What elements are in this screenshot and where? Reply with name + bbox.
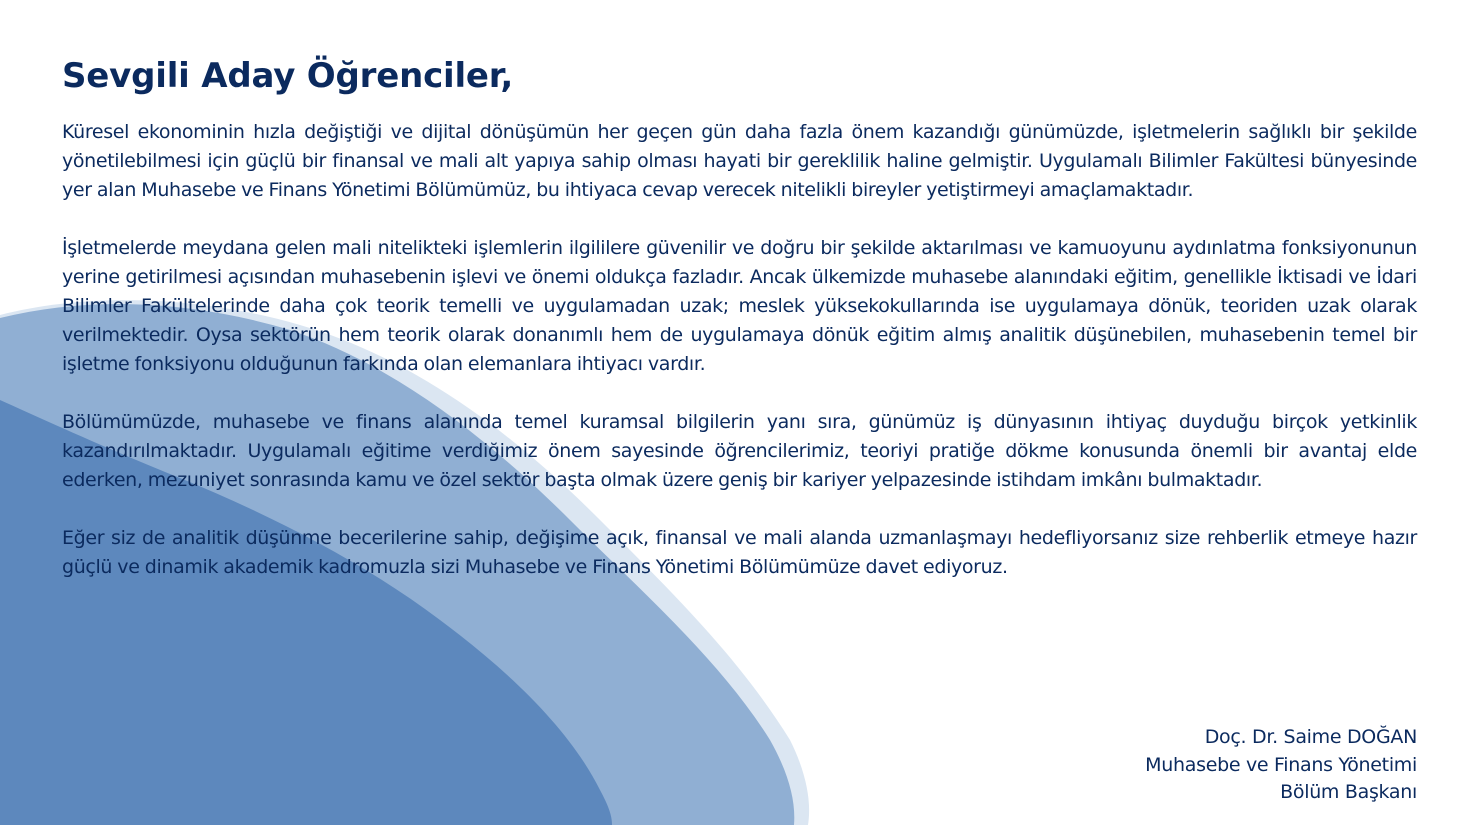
signature-block (1145, 724, 1417, 807)
paragraph-invitation: Eğer siz de analitik düşünme becerilerine sahip, değişime açık, finansal ve mali alanda uzmanlaşmayı hedefliyorsanız size rehberlik etmeye hazır güçlü ve dinamik akademik kadromuzla sizi Muhasebe ve Finans Yönetimi Bölümümüze davet ediyoruz. (62, 527, 1417, 578)
paragraph-department: Bölümümüzde, muhasebe ve finans alanında temel kuramsal bilgilerin yanı sıra, günümüz iş dünyasının ihtiyaç duyduğu birçok yetkinlik kazandırılmaktadır. Uygulamalı eğitime verdiğimiz önem sayesinde öğrencilerimiz, teoriyi pratiğe dökme konusunda önemli bir avantaj elde ederken, mezuniyet sonrasında kamu ve özel sektör başta olmak üzere geniş bir kariyer yelpazesinde istihdam imkânı bulmaktadır. (62, 411, 1417, 491)
greeting-heading: Sevgili Aday Öğrenciler, (62, 56, 514, 96)
paragraph-intro: Küresel ekonominin hızla değiştiği ve dijital dönüşümün her geçen gün daha fazla önem kazandığı günümüzde, işletmelerin sağlıklı bir şekilde yönetilebilmesi için güçlü bir finansal ve mali alt yapıya sahip olması hayati bir gereklilik haline gelmiştir. Uygulamalı Bilimler Fakültesi bünyesinde yer alan Muhasebe ve Finans Yönetimi Bölümümüz, bu ihtiyaca cevap verecek nitelikli bireyler yetiştirmeyi amaçlamaktadır. (62, 121, 1417, 201)
signature-department: Muhasebe ve Finans Yönetimi (1145, 753, 1417, 776)
signature-name: Doç. Dr. Saime DOĞAN (1204, 726, 1417, 748)
letter-body (62, 50, 1417, 611)
signature-title: Bölüm Başkanı (1280, 781, 1417, 803)
paragraph-context: İşletmelerde meydana gelen mali nitelikteki işlemlerin ilgililere güvenilir ve doğru bir şekilde aktarılması ve kamuoyunu aydınlatma fonksiyonunun yerine getirilmesi açısından muhasebenin işlevi ve önemi oldukça fazladır. Ancak ülkemizde muhasebe alanındaki eğitim, genellikle İktisadi ve İdari Bilimler Fakültelerinde daha çok teorik temelli ve uygulamadan uzak; meslek yüksekokullarında ise uygulamaya dönük, teoriden uzak olarak verilmektedir. Oysa sektörün hem teorik olarak donanımlı hem de uygulamaya dönük eğitim almış analitik düşünebilen, muhasebenin temel bir işletme fonksiyonu olduğunun farkında olan elemanlara ihtiyacı vardır. (62, 237, 1417, 375)
